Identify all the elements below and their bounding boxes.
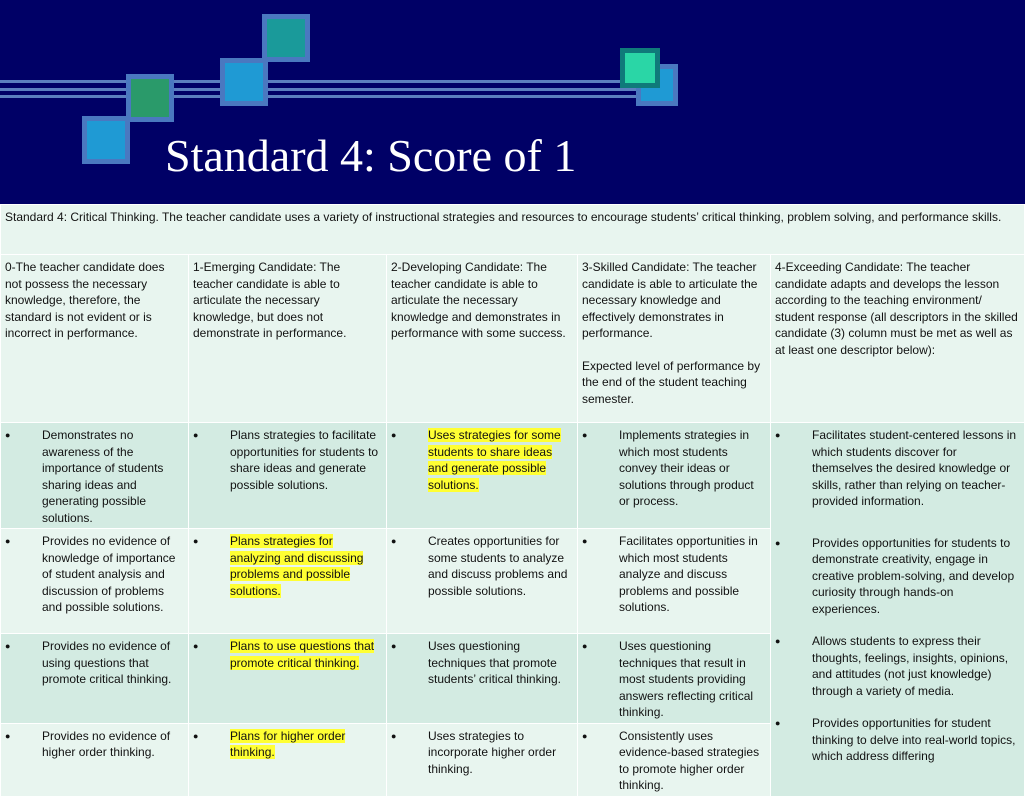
standard-row bbox=[1, 205, 1025, 255]
list-item: Consistently uses evidence-based strategies to promote higher order thinking. bbox=[619, 728, 760, 792]
decor-square-6 bbox=[620, 48, 660, 88]
level-3-text: 3-Skilled Candidate: The teacher candidate is able to articulate the necessary knowledge and effectively demonstrates in performance. bbox=[582, 260, 758, 340]
row-1-level-3 bbox=[578, 423, 771, 529]
rubric-table-wrap bbox=[0, 204, 1024, 792]
row-2-level-1 bbox=[189, 529, 387, 634]
exceeding-column bbox=[771, 423, 1025, 797]
highlighted-descriptor: Plans strategies for analyzing and discussing problems and possible solutions. bbox=[230, 534, 364, 598]
row-1-level-1 bbox=[189, 423, 387, 529]
table-row bbox=[1, 423, 1025, 529]
list-item: Creates opportunities for some students to analyze and discuss problems and possible solutions. bbox=[428, 534, 568, 598]
level-0-header: 0-The teacher candidate does not possess the necessary knowledge, therefore, the standard is not evident or is incorrect in performance. bbox=[1, 255, 189, 423]
rubric-table bbox=[0, 204, 1025, 797]
level-3-note: Expected level of performance by the end of the student teaching semester. bbox=[582, 358, 761, 406]
list-item: Provides no evidence of higher order thinking. bbox=[42, 728, 171, 759]
decor-line-1 bbox=[0, 80, 640, 83]
decor-square-3 bbox=[126, 74, 174, 122]
row-4-level-3 bbox=[578, 723, 771, 796]
decor-square-2 bbox=[220, 58, 268, 106]
decor-line-3 bbox=[0, 95, 640, 98]
slide-header bbox=[0, 0, 1024, 204]
row-3-level-2 bbox=[387, 634, 578, 724]
decor-square-1 bbox=[262, 14, 310, 62]
row-2-level-3 bbox=[578, 529, 771, 634]
decor-square-4 bbox=[82, 116, 130, 164]
list-item: Plans strategies to facilitate opportunities for students to share ideas and generate possible solutions. bbox=[230, 428, 379, 492]
row-2-level-2 bbox=[387, 529, 578, 634]
level-4-header: 4-Exceeding Candidate: The teacher candidate adapts and develops the lesson according to the teaching environment/ student response (all descriptors in the skilled candidate (3) column must be met as well as at least one descriptor below): bbox=[771, 255, 1025, 423]
row-3-level-1 bbox=[189, 634, 387, 724]
list-item: Provides no evidence of knowledge of importance of student analysis and discussion of problems and possible solutions. bbox=[42, 534, 176, 614]
levels-row bbox=[1, 255, 1025, 423]
row-1-level-2 bbox=[387, 423, 578, 529]
list-item: Implements strategies in which most students convey their ideas or solutions through product or process. bbox=[619, 428, 754, 508]
level-1-header: 1-Emerging Candidate: The teacher candidate is able to articulate the necessary knowledge, but does not demonstrate in performance. bbox=[189, 255, 387, 423]
row-2-level-0 bbox=[1, 529, 189, 634]
row-4-level-1 bbox=[189, 723, 387, 796]
list-item: Uses strategies to incorporate higher order thinking. bbox=[428, 728, 557, 776]
highlighted-descriptor: Plans to use questions that promote critical thinking. bbox=[230, 639, 375, 670]
list-item: Uses questioning techniques that promote students’ critical thinking. bbox=[428, 639, 561, 686]
list-item: Facilitates opportunities in which most students analyze and discuss problems and possible solutions. bbox=[619, 534, 758, 614]
decor-line-2 bbox=[0, 88, 660, 91]
exceeding-item-1: Facilitates student-centered lessons in which students discover for themselves the desired knowledge or skills, rather than relying on teacher-provided information. bbox=[812, 428, 1017, 508]
exceeding-item-4: Provides opportunities for student thinking to delve into real-world topics, which address differing bbox=[812, 716, 1016, 763]
list-item: Demonstrates no awareness of the importance of students sharing ideas and generating possible solutions. bbox=[42, 428, 164, 525]
list-item: Provides no evidence of using questions that promote critical thinking. bbox=[42, 639, 172, 686]
row-4-level-2 bbox=[387, 723, 578, 796]
exceeding-item-2: Provides opportunities for students to demonstrate creativity, engage in creative problem-solving, and develop curiosity through hands-on experiences. bbox=[812, 535, 1015, 616]
page-title: Standard 4: Score of 1 bbox=[165, 130, 577, 181]
list-item: Uses questioning techniques that result in most students providing answers reflecting critical thinking. bbox=[619, 639, 754, 719]
row-3-level-3 bbox=[578, 634, 771, 724]
highlighted-descriptor: Plans for higher order thinking. bbox=[230, 728, 346, 759]
standard-description: Standard 4: Critical Thinking. The teacher candidate uses a variety of instructional strategies and resources to encourage students’ critical thinking, problem solving, and performance skills. bbox=[1, 205, 1025, 255]
row-3-level-0 bbox=[1, 634, 189, 724]
exceeding-item-3: Allows students to express their thoughts, feelings, insights, opinions, and attitudes (not just knowledge) through a variety of media. bbox=[812, 634, 1009, 698]
level-2-header: 2-Developing Candidate: The teacher candidate is able to articulate the necessary knowledge and demonstrates in performance with some success. bbox=[387, 255, 578, 423]
level-3-header bbox=[578, 255, 771, 423]
row-4-level-0 bbox=[1, 723, 189, 796]
highlighted-descriptor: Uses strategies for some students to share ideas and generate possible solutions. bbox=[428, 428, 561, 492]
row-1-level-0 bbox=[1, 423, 189, 529]
